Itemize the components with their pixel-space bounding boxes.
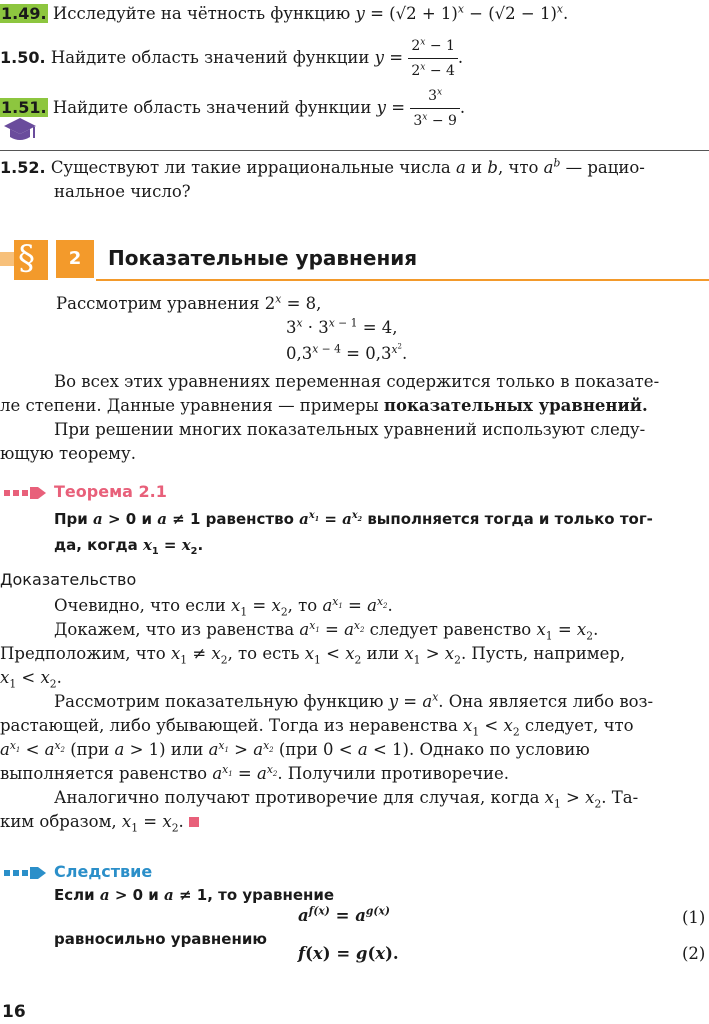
intro-lead: Рассмотрим уравнения $2^x = 8$,	[56, 292, 322, 313]
section-underline	[96, 279, 709, 281]
text: . Получили противоречие.	[277, 764, 510, 783]
text: да, когда	[54, 536, 138, 554]
theorem-title: Теорема 2.1	[54, 482, 167, 501]
text: (при	[278, 740, 318, 759]
text: следует равенство	[369, 620, 532, 639]
end-of-proof-mark	[189, 817, 199, 827]
formula: y	[374, 48, 384, 67]
theorem-statement: При a > 0 и a ≠ 1 равенство $a^{x_1} = a^{x_2}$ выполняется тогда и только тог- да, когда $x_1 = x_2$.	[54, 510, 653, 557]
text: . Она является либо воз-	[438, 692, 654, 711]
problem-1-51: 1.51. Найдите область значений функции y = $\frac{3^x}{3^x - 9}$ .	[0, 84, 709, 133]
equation-1-number: (1)	[682, 908, 706, 927]
problem-number: 1.51.	[1, 98, 47, 117]
section-number: 2	[56, 240, 94, 278]
equation-2: f(x) = g(x).	[298, 944, 399, 963]
text: , то есть	[227, 644, 300, 663]
text: выполняется равенство	[0, 764, 208, 783]
text: ) или	[159, 740, 204, 759]
formula: y	[355, 4, 365, 23]
text: Аналогично получают противоречие для случая, когда	[54, 788, 540, 807]
text: , то уравнение	[207, 886, 335, 904]
text: следует, что	[524, 716, 634, 735]
text: или	[366, 644, 400, 663]
text: . Та-	[601, 788, 639, 807]
problem-number: 1.49.	[1, 4, 47, 23]
text: Рассмотрим показательную функцию	[54, 692, 384, 711]
text: Если	[54, 886, 95, 904]
text: При решении многих показательных уравнений используют следу-	[54, 420, 646, 439]
text: Во всех этих уравнениях переменная содержится только в показате-	[54, 372, 660, 391]
problem-number: 1.50.	[0, 48, 46, 67]
equation-1: $a^{f(x)} = a^{g(x)}$	[298, 904, 390, 925]
divider	[0, 150, 709, 151]
problem-number: 1.52.	[0, 158, 46, 177]
intro-lead-text: Рассмотрим уравнения	[56, 294, 260, 313]
problem-1-52: 1.52. Существуют ли такие иррациональные числа a и b, что $a^b$ — рацио- нальное число?	[0, 156, 645, 201]
text: выполняется тогда и только тог-	[367, 510, 653, 528]
text: ле степени. Данные уравнения — примеры	[0, 396, 379, 415]
theorem-arrow-icon	[4, 484, 46, 506]
equation: $3^x \cdot 3^{x - 1} = 4$,	[286, 316, 398, 337]
text: (при	[70, 740, 110, 759]
fraction: $\frac{2^x - 1}{2^x - 4}$	[408, 34, 458, 83]
text: При	[54, 510, 88, 528]
section-symbol	[0, 236, 52, 288]
text: , то	[287, 596, 318, 615]
problem-text: , что	[497, 158, 539, 177]
text: Очевидно, что если	[54, 596, 226, 615]
text: Предположим, что	[0, 644, 166, 663]
text: равенство	[205, 510, 294, 528]
intro-paragraph	[0, 370, 709, 466]
text: и	[148, 886, 159, 904]
text: ющую теорему.	[0, 444, 136, 463]
equation: $0,3^{x - 4} = 0,3^{x^2}$.	[286, 341, 408, 363]
formula: y	[376, 98, 386, 117]
graduation-cap-icon	[2, 116, 38, 152]
text: Докажем, что из равенства	[54, 620, 295, 639]
corollary-arrow-icon	[4, 864, 46, 886]
problem-text: Исследуйте на чётность функцию	[52, 4, 351, 23]
corollary-title: Следствие	[54, 862, 153, 881]
corollary-line1: Если a > 0 и a ≠ 1, то уравнение	[54, 886, 335, 904]
equation-2-number: (2)	[682, 944, 706, 963]
bold-term: показательных уравнений.	[383, 396, 648, 415]
problem-text: и	[471, 158, 483, 177]
problem-1-49: 1.49. Исследуйте на чётность функцию $y = (√2 + 1)^x - (√2 - 1)^x$.	[1, 2, 569, 23]
proof-title: Доказательство	[0, 570, 137, 589]
text: и	[141, 510, 152, 528]
problem-1-50: 1.50. Найдите область значений функции y = $\frac{2^x - 1}{2^x - 4}$ .	[0, 34, 709, 83]
section-symbol-text: §	[18, 238, 35, 278]
problem-text: нальное число?	[54, 182, 191, 201]
problem-text: Найдите область значений функции	[50, 48, 370, 67]
proof-body: Очевидно, что если $x_1 = x_2$, то $a^{x_1} = a^{x_2}$. Докажем, что из равенства $a^{x_1} = a^{x_2}$ следует равенство $x_1 = x_2$. Предположим, что $x_1 \ne x_2$, то есть $x_1 < x_2$ или $x_1 > x_2$. Пусть, например, $x_1 < x_2$. Рассмотрим показательную функцию $y = a^x$. Она является либо воз- растающей, либо убывающей. Тогда из неравенства $x_1 < x_2$ следует, что $a^{x_1} < a^{x_2}$ (при a > 1) или $a^{x_1} > a^{x_2}$ (при 0 < a < 1). Однако по условию выполняется равенство $a^{x_1} = a^{x_2}$. Получили противоречие. Аналогично получают противоречие для случая, когда $x_1 > x_2$. Та- ким образом, $x_1 = x_2$.	[0, 594, 654, 835]
section-title: Показательные уравнения	[108, 246, 418, 270]
text: растающей, либо убывающей. Тогда из неравенства	[0, 716, 458, 735]
fraction: $\frac{3^x}{3^x - 9}$	[410, 84, 460, 133]
problem-text: Найдите область значений функции	[52, 98, 372, 117]
text: . Пусть, например,	[460, 644, 626, 663]
text: ким образом,	[0, 812, 117, 831]
page-number: 16	[2, 1002, 26, 1022]
text: ). Однако по условию	[402, 740, 590, 759]
problem-text: — рацио-	[565, 158, 645, 177]
corollary-line2: равносильно уравнению	[54, 930, 267, 948]
problem-text: Существуют ли такие иррациональные числа	[50, 158, 451, 177]
